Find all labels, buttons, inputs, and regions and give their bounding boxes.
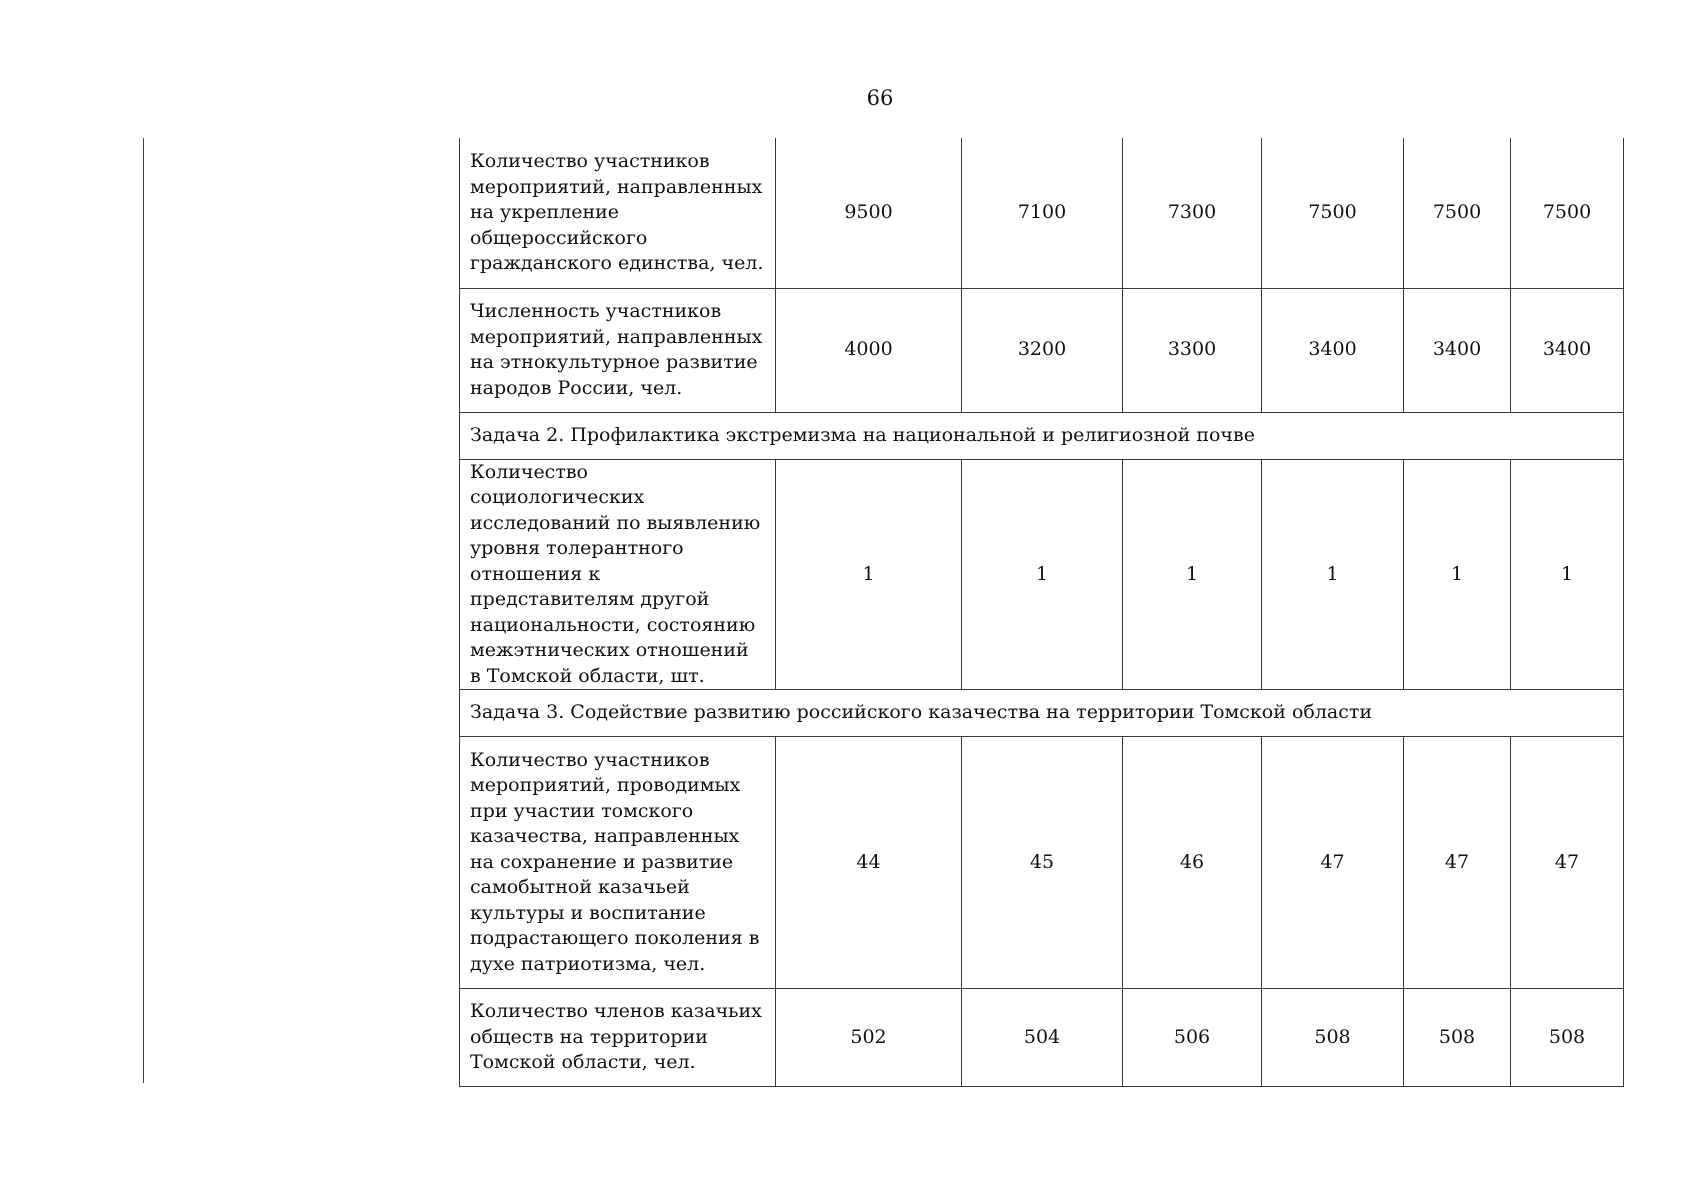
indicator-name: Численность участников мероприятий, направленных на этнокультурное развитие народов России, чел. [460, 288, 776, 412]
task-row [460, 690, 1624, 737]
table-row [460, 459, 1624, 690]
indicator-name: Количество участников мероприятий, проводимых при участии томского казачества, направленных на сохранение и развитие самобытной казачьей культуры и воспитание подрастающего поколения в духе патриотизма, чел. [460, 737, 776, 989]
indicator-name: Количество социологических исследований по выявлению уровня толерантного отношения к представителям другой национальности, состоянию межэтнических отношений в Томской области, шт. [460, 459, 776, 690]
indicator-value: 7100 [962, 138, 1123, 288]
indicator-value: 46 [1123, 737, 1262, 989]
table-row [460, 737, 1624, 989]
indicator-value: 1 [1262, 459, 1404, 690]
indicator-name: Количество членов казачьих обществ на территории Томской области, чел. [460, 989, 776, 1087]
indicator-value: 3400 [1511, 288, 1624, 412]
indicator-name: Количество участников мероприятий, направленных на укрепление общероссийского гражданского единства, чел. [460, 138, 776, 288]
page-number: 66 [866, 86, 894, 110]
indicator-value: 9500 [776, 138, 962, 288]
indicator-value: 1 [1404, 459, 1511, 690]
table-row [460, 288, 1624, 412]
indicator-value: 7300 [1123, 138, 1262, 288]
left-border-rule [143, 138, 144, 1083]
indicator-value: 47 [1404, 737, 1511, 989]
indicator-value: 7500 [1404, 138, 1511, 288]
indicator-value: 3300 [1123, 288, 1262, 412]
table-row [460, 989, 1624, 1087]
indicator-value: 3400 [1262, 288, 1404, 412]
indicator-value: 1 [1123, 459, 1262, 690]
indicator-value: 502 [776, 989, 962, 1087]
indicator-value: 47 [1511, 737, 1624, 989]
indicator-value: 508 [1511, 989, 1624, 1087]
indicator-value: 3400 [1404, 288, 1511, 412]
indicator-value: 4000 [776, 288, 962, 412]
indicators-table [459, 138, 1624, 1087]
indicator-value: 506 [1123, 989, 1262, 1087]
indicator-value: 1 [962, 459, 1123, 690]
indicator-value: 3200 [962, 288, 1123, 412]
indicator-value: 508 [1262, 989, 1404, 1087]
task-row [460, 412, 1624, 459]
indicator-value: 1 [1511, 459, 1624, 690]
indicator-value: 7500 [1511, 138, 1624, 288]
indicator-value: 504 [962, 989, 1123, 1087]
indicator-value: 7500 [1262, 138, 1404, 288]
table-row [460, 138, 1624, 288]
indicator-value: 44 [776, 737, 962, 989]
task-heading: Задача 3. Содействие развитию российского казачества на территории Томской области [460, 690, 1624, 737]
indicator-value: 1 [776, 459, 962, 690]
indicator-value: 508 [1404, 989, 1511, 1087]
task-heading: Задача 2. Профилактика экстремизма на национальной и религиозной почве [460, 412, 1624, 459]
indicator-value: 47 [1262, 737, 1404, 989]
indicator-value: 45 [962, 737, 1123, 989]
